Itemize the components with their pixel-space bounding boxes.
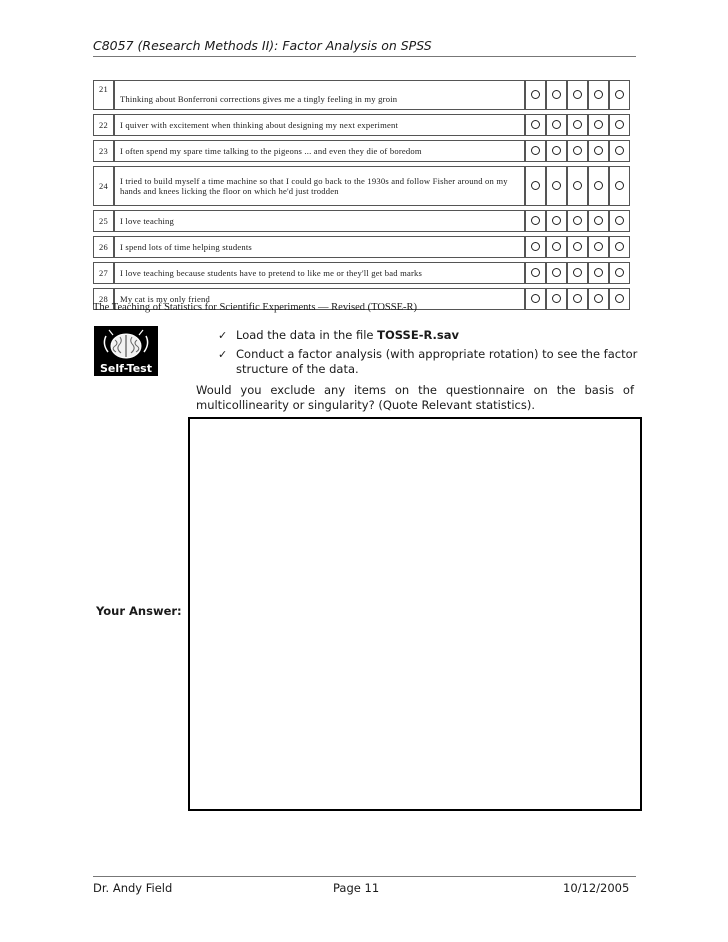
response-option-4[interactable] <box>588 166 609 206</box>
radio-circle-icon[interactable] <box>594 181 603 190</box>
radio-circle-icon[interactable] <box>594 268 603 277</box>
response-option-1[interactable] <box>525 262 546 284</box>
tosse-title: The Teaching of Statistics for Scientific Experiments — Revised (TOSSE-R) <box>93 302 418 313</box>
radio-circle-icon[interactable] <box>531 120 540 129</box>
footer-page-number: Page 11 <box>333 881 380 895</box>
radio-circle-icon[interactable] <box>594 120 603 129</box>
response-option-2[interactable] <box>546 262 567 284</box>
radio-circle-icon[interactable] <box>531 268 540 277</box>
radio-circle-icon[interactable] <box>573 216 582 225</box>
response-option-4[interactable] <box>588 288 609 310</box>
footer-author: Dr. Andy Field <box>93 881 173 895</box>
questionnaire-row <box>93 80 630 110</box>
questionnaire-row <box>93 210 630 232</box>
response-option-1[interactable] <box>525 166 546 206</box>
response-option-5[interactable] <box>609 236 630 258</box>
radio-circle-icon[interactable] <box>573 294 582 303</box>
response-option-5[interactable] <box>609 80 630 110</box>
response-option-4[interactable] <box>588 236 609 258</box>
response-option-1[interactable] <box>525 288 546 310</box>
item-text: My cat is my only friend <box>114 288 525 310</box>
radio-circle-icon[interactable] <box>573 242 582 251</box>
instruction-load-data <box>218 328 638 343</box>
item-number: 26 <box>93 236 114 258</box>
response-option-4[interactable] <box>588 140 609 162</box>
item-number: 28 <box>93 288 114 310</box>
item-number: 24 <box>93 166 114 206</box>
questionnaire-row <box>93 114 630 136</box>
radio-circle-icon[interactable] <box>594 216 603 225</box>
item-number: 21 <box>93 80 114 110</box>
radio-circle-icon[interactable] <box>552 181 561 190</box>
response-option-2[interactable] <box>546 80 567 110</box>
radio-circle-icon[interactable] <box>531 242 540 251</box>
radio-circle-icon[interactable] <box>552 90 561 99</box>
radio-circle-icon[interactable] <box>531 216 540 225</box>
response-option-5[interactable] <box>609 166 630 206</box>
footer-divider <box>93 876 636 877</box>
item-number: 27 <box>93 262 114 284</box>
answer-label: Your Answer: <box>96 604 182 618</box>
radio-circle-icon[interactable] <box>552 146 561 155</box>
radio-circle-icon[interactable] <box>573 181 582 190</box>
item-number: 23 <box>93 140 114 162</box>
questionnaire-table <box>93 80 630 310</box>
response-option-3[interactable] <box>567 288 588 310</box>
radio-circle-icon[interactable] <box>594 242 603 251</box>
response-option-2[interactable] <box>546 166 567 206</box>
response-option-1[interactable] <box>525 236 546 258</box>
radio-circle-icon[interactable] <box>552 294 561 303</box>
item-text: Thinking about Bonferroni corrections gives me a tingly feeling in my groin <box>114 80 525 110</box>
response-option-3[interactable] <box>567 140 588 162</box>
radio-circle-icon[interactable] <box>615 216 624 225</box>
response-option-3[interactable] <box>567 80 588 110</box>
self-test-label: Self-Test <box>99 362 153 375</box>
response-option-4[interactable] <box>588 114 609 136</box>
response-option-1[interactable] <box>525 114 546 136</box>
data-file-name: TOSSE-R.sav <box>377 328 460 342</box>
instruction-factor-analysis <box>218 347 638 377</box>
response-option-2[interactable] <box>546 236 567 258</box>
instructions-list <box>218 328 638 381</box>
questionnaire-row <box>93 166 630 206</box>
radio-circle-icon[interactable] <box>615 181 624 190</box>
response-option-1[interactable] <box>525 140 546 162</box>
page-header-title: C8057 (Research Methods II): Factor Analysis on SPSS <box>93 38 432 53</box>
radio-circle-icon[interactable] <box>615 120 624 129</box>
radio-circle-icon[interactable] <box>531 90 540 99</box>
radio-circle-icon[interactable] <box>615 294 624 303</box>
self-test-logo <box>94 326 158 376</box>
response-option-1[interactable] <box>525 80 546 110</box>
response-option-4[interactable] <box>588 210 609 232</box>
response-option-2[interactable] <box>546 140 567 162</box>
check-icon: ✓ <box>218 348 228 361</box>
response-option-1[interactable] <box>525 210 546 232</box>
radio-circle-icon[interactable] <box>552 216 561 225</box>
check-icon: ✓ <box>218 329 228 342</box>
footer-date: 10/12/2005 <box>563 881 630 895</box>
radio-circle-icon[interactable] <box>615 90 624 99</box>
item-text: I quiver with excitement when thinking about designing my next experiment <box>114 114 525 136</box>
radio-circle-icon[interactable] <box>573 120 582 129</box>
radio-circle-icon[interactable] <box>615 242 624 251</box>
radio-circle-icon[interactable] <box>573 90 582 99</box>
response-option-2[interactable] <box>546 288 567 310</box>
response-option-2[interactable] <box>546 114 567 136</box>
response-option-3[interactable] <box>567 114 588 136</box>
radio-circle-icon[interactable] <box>552 242 561 251</box>
response-option-4[interactable] <box>588 262 609 284</box>
instruction-load-text: Load the data in the file <box>236 328 378 342</box>
questionnaire-row <box>93 236 630 258</box>
radio-circle-icon[interactable] <box>615 146 624 155</box>
radio-circle-icon[interactable] <box>615 268 624 277</box>
item-number: 25 <box>93 210 114 232</box>
radio-circle-icon[interactable] <box>552 268 561 277</box>
response-option-2[interactable] <box>546 210 567 232</box>
radio-circle-icon[interactable] <box>552 120 561 129</box>
item-text: I spend lots of time helping students <box>114 236 525 258</box>
radio-circle-icon[interactable] <box>594 146 603 155</box>
radio-circle-icon[interactable] <box>531 294 540 303</box>
response-option-3[interactable] <box>567 236 588 258</box>
response-option-5[interactable] <box>609 114 630 136</box>
radio-circle-icon[interactable] <box>594 294 603 303</box>
answer-box[interactable] <box>188 417 642 811</box>
header-divider <box>93 56 636 57</box>
radio-circle-icon[interactable] <box>531 146 540 155</box>
item-text: I tried to build myself a time machine so that I could go back to the 1930s and follow Fisher around on my hands and knees licking the floor on which he'd just trodden <box>114 166 525 206</box>
question-text: Would you exclude any items on the questionnaire on the basis of multicollinearity or singularity? (Quote Relevant statistics). <box>196 383 634 412</box>
item-text: I often spend my spare time talking to the pigeons ... and even they die of boredom <box>114 140 525 162</box>
response-option-3[interactable] <box>567 262 588 284</box>
radio-circle-icon[interactable] <box>594 90 603 99</box>
item-text: I love teaching because students have to pretend to like me or they'll get bad marks <box>114 262 525 284</box>
response-option-3[interactable] <box>567 166 588 206</box>
response-option-3[interactable] <box>567 210 588 232</box>
radio-circle-icon[interactable] <box>531 181 540 190</box>
response-option-5[interactable] <box>609 288 630 310</box>
item-number: 22 <box>93 114 114 136</box>
instruction-factor-text: Conduct a factor analysis (with appropriate rotation) to see the factor structure of the data. <box>236 347 638 376</box>
radio-circle-icon[interactable] <box>573 268 582 277</box>
response-option-5[interactable] <box>609 262 630 284</box>
response-option-5[interactable] <box>609 140 630 162</box>
questionnaire-row <box>93 262 630 284</box>
item-text: I love teaching <box>114 210 525 232</box>
response-option-4[interactable] <box>588 80 609 110</box>
response-option-5[interactable] <box>609 210 630 232</box>
radio-circle-icon[interactable] <box>573 146 582 155</box>
questionnaire-row <box>93 140 630 162</box>
